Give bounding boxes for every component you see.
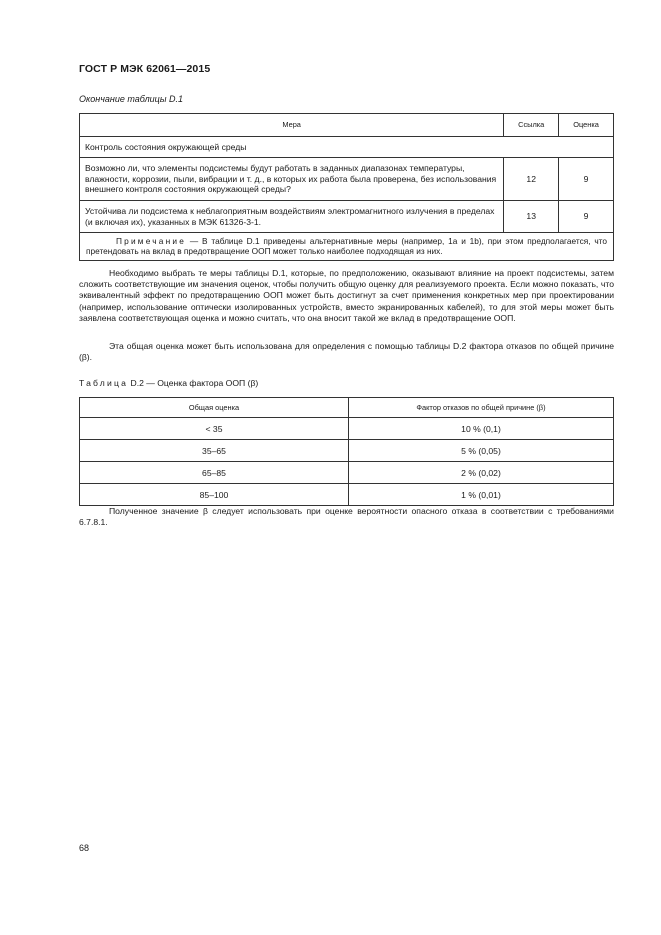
paragraph-3: Полученное значение β следует использовать при оценке вероятности опасного отказа в соответствии с требованиями 6.7.8.1. <box>79 506 614 528</box>
page-number: 68 <box>79 843 90 853</box>
ref-cell: 13 <box>504 201 559 233</box>
table-row <box>80 158 614 201</box>
column-header-measure: Мера <box>80 114 504 137</box>
total-score-cell: < 35 <box>80 418 349 440</box>
table-row <box>80 484 614 506</box>
document-header: ГОСТ Р МЭК 62061—2015 <box>79 63 211 75</box>
total-score-cell: 35–65 <box>80 440 349 462</box>
column-header-ccf-factor: Фактор отказов по общей причине (β) <box>349 398 614 418</box>
table-row <box>80 418 614 440</box>
note-text: — В таблице D.1 приведены альтернативные меры (например, 1a и 1b), при этом предполагается, что претендовать на вклад в предотвращение ООП может только наиболее подходящая из них. <box>86 236 607 257</box>
score-cell: 9 <box>559 201 614 233</box>
column-header-total-score: Общая оценка <box>80 398 349 418</box>
table2-caption-label: Таблица <box>79 378 129 388</box>
column-header-ref: Ссылка <box>504 114 559 137</box>
ccf-factor-cell: 10 % (0,1) <box>349 418 614 440</box>
table-section-row <box>80 137 614 158</box>
table-note-row <box>80 233 614 261</box>
table2-caption-text: D.2 — Оценка фактора ООП (β) <box>128 378 259 388</box>
score-cell: 9 <box>559 158 614 201</box>
note-label: Примечание <box>116 236 187 246</box>
column-header-score: Оценка <box>559 114 614 137</box>
table-row <box>80 462 614 484</box>
table1-caption: Окончание таблицы D.1 <box>79 94 183 104</box>
table-d1-end <box>79 113 614 261</box>
ref-cell: 12 <box>504 158 559 201</box>
paragraph-2: Эта общая оценка может быть использована для определения с помощью таблицы D.2 фактора отказов по общей причине (β). <box>79 341 614 363</box>
ccf-factor-cell: 2 % (0,02) <box>349 462 614 484</box>
ccf-factor-cell: 1 % (0,01) <box>349 484 614 506</box>
measure-cell: Возможно ли, что элементы подсистемы будут работать в заданных диапазонах температуры, влажности, коррозии, пыли, вибрации и т. д., в которых их работа была проверена, без использования внешнего контроля состояния окружающей среды? <box>80 158 504 201</box>
table-row <box>80 440 614 462</box>
table-note <box>80 233 614 261</box>
ccf-factor-cell: 5 % (0,05) <box>349 440 614 462</box>
table-row <box>80 201 614 233</box>
total-score-cell: 85–100 <box>80 484 349 506</box>
section-title: Контроль состояния окружающей среды <box>80 137 614 158</box>
measure-cell: Устойчива ли подсистема к неблагоприятным воздействиям электромагнитного излучения в пределах (и включая их), указанных в МЭК 61326-3-1. <box>80 201 504 233</box>
paragraph-1: Необходимо выбрать те меры таблицы D.1, которые, по предположению, оказывают влияние на проект подсистемы, затем сложить соответствующие им значения оценок, чтобы получить общую оценку для реализуемого проекта. Если можно показать, что эквивалентный эффект по предотвращению ООП может быть достигнут за счет применения конкретных мер при проектировании (например, использование оптически изолированных устройств, вместо экранированных кабелей), то для этой меры может быть заявлена соответствующая оценка и можно считать, что она вносит такой же вклад в предотвращение ООП. <box>79 268 614 323</box>
table-header-row <box>80 114 614 137</box>
table-header-row <box>80 398 614 418</box>
table-d2 <box>79 397 614 506</box>
table2-caption <box>79 378 258 388</box>
total-score-cell: 65–85 <box>80 462 349 484</box>
